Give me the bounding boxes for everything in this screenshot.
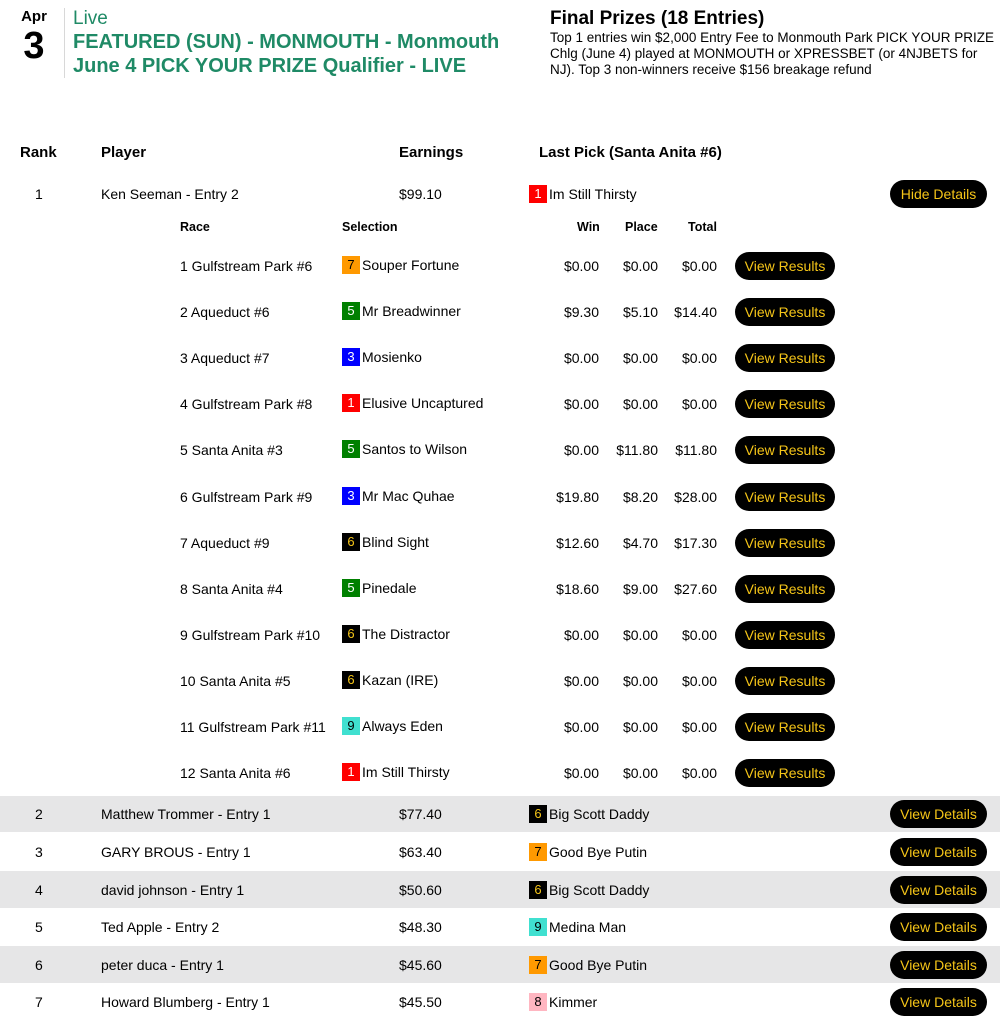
- place-amount: $0.00: [622, 350, 658, 366]
- leaderboard-row: [0, 833, 1000, 870]
- total-header: Total: [688, 220, 717, 234]
- leaderboard-row: [0, 796, 1000, 832]
- race-name: 1 Gulfstream Park #6: [180, 258, 313, 274]
- program-number-badge: 6: [342, 671, 360, 689]
- view-results-button[interactable]: View Results: [735, 621, 835, 649]
- player-header: Player: [101, 144, 147, 161]
- view-details-button[interactable]: View Details: [890, 876, 987, 904]
- total-amount: $0.00: [681, 673, 717, 689]
- horse-name: Good Bye Putin: [549, 957, 648, 973]
- place-amount: $4.70: [622, 535, 658, 551]
- horse-name: Blind Sight: [362, 534, 429, 550]
- race-name: 6 Gulfstream Park #9: [180, 489, 313, 505]
- race-name: 2 Aqueduct #6: [180, 304, 270, 320]
- rank-cell: 2: [35, 806, 43, 822]
- rank-cell: 6: [35, 957, 43, 973]
- last-pick: [529, 881, 649, 899]
- rank-header: Rank: [20, 144, 57, 161]
- player-name: Howard Blumberg - Entry 1: [101, 994, 270, 1010]
- race-name: 8 Santa Anita #4: [180, 581, 283, 597]
- rank-cell: 3: [35, 844, 43, 860]
- place-amount: $0.00: [622, 765, 658, 781]
- contest-date: [14, 8, 54, 66]
- selection: [342, 256, 459, 274]
- leaderboard-row: [0, 871, 1000, 908]
- prize-description: Top 1 entries win $2,000 Entry Fee to Monmouth Park PICK YOUR PRIZE Chlg (June 4) played at MONMOUTH or XPRESSBET (or 4NJBETS for NJ). Top 3 non-winners receive $156 breakage refund: [550, 30, 994, 77]
- horse-name: The Distractor: [362, 626, 450, 642]
- view-details-button[interactable]: View Details: [890, 988, 987, 1016]
- leaderboard-header: [0, 144, 1000, 164]
- selection: [342, 533, 429, 551]
- win-amount: $0.00: [563, 350, 599, 366]
- program-number-badge: 6: [529, 881, 547, 899]
- program-number-badge: 7: [529, 843, 547, 861]
- earnings-cell: $63.40: [399, 844, 442, 860]
- selection: [342, 671, 438, 689]
- view-results-button[interactable]: View Results: [735, 390, 835, 418]
- race-detail-row: [0, 529, 1000, 557]
- player-name: david johnson - Entry 1: [101, 882, 245, 898]
- program-number-badge: 1: [529, 185, 547, 203]
- view-results-button[interactable]: View Results: [735, 436, 835, 464]
- selection: [342, 302, 461, 320]
- race-header: Race: [180, 220, 210, 234]
- horse-name: Im Still Thirsty: [549, 186, 637, 202]
- race-detail-row: [0, 298, 1000, 326]
- win-amount: $0.00: [563, 673, 599, 689]
- win-amount: $0.00: [563, 765, 599, 781]
- hide-details-button[interactable]: Hide Details: [890, 180, 987, 208]
- race-name: 4 Gulfstream Park #8: [180, 396, 313, 412]
- program-number-badge: 5: [342, 302, 360, 320]
- horse-name: Good Bye Putin: [549, 844, 648, 860]
- selection: [342, 394, 483, 412]
- place-amount: $8.20: [622, 489, 658, 505]
- program-number-badge: 5: [342, 579, 360, 597]
- race-detail-row: [0, 483, 1000, 511]
- win-amount: $18.60: [556, 581, 599, 597]
- program-number-badge: 8: [529, 993, 547, 1011]
- total-amount: $14.40: [674, 304, 717, 320]
- race-name: 12 Santa Anita #6: [180, 765, 291, 781]
- race-detail-row: [0, 390, 1000, 418]
- program-number-badge: 6: [529, 805, 547, 823]
- view-details-button[interactable]: View Details: [890, 800, 987, 828]
- selection: [342, 763, 450, 781]
- total-amount: $0.00: [681, 719, 717, 735]
- win-amount: $12.60: [556, 535, 599, 551]
- total-amount: $0.00: [681, 627, 717, 643]
- horse-name: Kimmer: [549, 994, 598, 1010]
- race-name: 5 Santa Anita #3: [180, 442, 283, 458]
- horse-name: Santos to Wilson: [362, 441, 468, 457]
- race-detail-row: [0, 575, 1000, 603]
- program-number-badge: 1: [342, 763, 360, 781]
- horse-name: Im Still Thirsty: [362, 764, 450, 780]
- place-amount: $0.00: [622, 396, 658, 412]
- view-results-button[interactable]: View Results: [735, 344, 835, 372]
- program-number-badge: 7: [342, 256, 360, 274]
- view-results-button[interactable]: View Results: [735, 298, 835, 326]
- selection: [342, 440, 467, 458]
- win-header: Win: [577, 220, 600, 234]
- view-details-button[interactable]: View Details: [890, 951, 987, 979]
- win-amount: $19.80: [556, 489, 599, 505]
- view-results-button[interactable]: View Results: [735, 713, 835, 741]
- view-details-button[interactable]: View Details: [890, 838, 987, 866]
- last-pick: [529, 185, 637, 203]
- total-amount: $0.00: [681, 765, 717, 781]
- earnings-cell: $50.60: [399, 882, 442, 898]
- horse-name: Souper Fortune: [362, 257, 460, 273]
- race-detail-row: [0, 759, 1000, 787]
- contest-title-block: [64, 8, 524, 78]
- rank-cell: 7: [35, 994, 43, 1010]
- horse-name: Big Scott Daddy: [549, 882, 650, 898]
- race-name: 11 Gulfstream Park #11: [180, 719, 326, 735]
- horse-name: Pinedale: [362, 580, 417, 596]
- program-number-badge: 3: [342, 348, 360, 366]
- contest-header: [0, 0, 1000, 90]
- total-amount: $0.00: [681, 396, 717, 412]
- program-number-badge: 5: [342, 440, 360, 458]
- last-pick: [529, 918, 626, 936]
- total-amount: $27.60: [674, 581, 717, 597]
- contest-name: FEATURED (SUN) - MONMOUTH - Monmouth June 4 PICK YOUR PRIZE Qualifier - LIVE: [73, 31, 500, 77]
- program-number-badge: 6: [342, 533, 360, 551]
- race-detail-row: [0, 621, 1000, 649]
- earnings-cell: $45.50: [399, 994, 442, 1010]
- prize-block: [550, 8, 995, 78]
- horse-name: Big Scott Daddy: [549, 806, 650, 822]
- place-amount: $9.00: [622, 581, 658, 597]
- player-name: Ken Seeman - Entry 2: [101, 186, 239, 202]
- selection: [342, 625, 450, 643]
- rank-cell: 1: [35, 186, 43, 202]
- selection: [342, 348, 422, 366]
- place-amount: $11.80: [616, 442, 658, 458]
- race-name: 3 Aqueduct #7: [180, 350, 270, 366]
- race-name: 9 Gulfstream Park #10: [180, 627, 321, 643]
- total-amount: $17.30: [674, 535, 717, 551]
- leaderboard-row: [0, 908, 1000, 945]
- win-amount: $0.00: [563, 258, 599, 274]
- horse-name: Medina Man: [549, 919, 627, 935]
- horse-name: Mosienko: [362, 349, 422, 365]
- player-name: peter duca - Entry 1: [101, 957, 224, 973]
- race-name: 10 Santa Anita #5: [180, 673, 291, 689]
- program-number-badge: 9: [342, 717, 360, 735]
- selection-header: Selection: [342, 220, 398, 234]
- rank-cell: 5: [35, 919, 43, 935]
- selection: [342, 579, 417, 597]
- win-amount: $0.00: [563, 627, 599, 643]
- last-pick: [529, 956, 647, 974]
- selection: [342, 487, 455, 505]
- horse-name: Kazan (IRE): [362, 672, 439, 688]
- leaderboard-row: [0, 176, 1000, 212]
- date-day: 3: [23, 25, 45, 67]
- total-amount: $0.00: [681, 258, 717, 274]
- earnings-cell: $99.10: [399, 186, 442, 202]
- race-detail-row: [0, 436, 1000, 464]
- view-results-button[interactable]: View Results: [735, 759, 835, 787]
- race-detail-row: [0, 713, 1000, 741]
- win-amount: $0.00: [563, 442, 599, 458]
- total-amount: $11.80: [675, 442, 717, 458]
- place-amount: $5.10: [622, 304, 658, 320]
- view-results-button[interactable]: View Results: [735, 667, 835, 695]
- last-pick: [529, 993, 597, 1011]
- view-results-button[interactable]: View Results: [735, 252, 835, 280]
- total-amount: $28.00: [674, 489, 717, 505]
- leaderboard-row: [0, 946, 1000, 983]
- win-amount: $0.00: [563, 719, 599, 735]
- win-amount: $9.30: [563, 304, 599, 320]
- rank-cell: 4: [35, 882, 43, 898]
- selection: [342, 717, 443, 735]
- last-pick: [529, 843, 647, 861]
- race-detail-row: [0, 344, 1000, 372]
- prize-title: Final Prizes (18 Entries): [550, 8, 765, 29]
- total-amount: $0.00: [681, 350, 717, 366]
- program-number-badge: 7: [529, 956, 547, 974]
- earnings-header: Earnings: [399, 144, 464, 161]
- earnings-cell: $77.40: [399, 806, 442, 822]
- program-number-badge: 6: [342, 625, 360, 643]
- race-detail-row: [0, 667, 1000, 695]
- view-details-button[interactable]: View Details: [890, 913, 987, 941]
- contest-status: Live: [73, 8, 108, 29]
- place-amount: $0.00: [622, 719, 658, 735]
- place-header: Place: [625, 220, 658, 234]
- player-name: Matthew Trommer - Entry 1: [101, 806, 271, 822]
- earnings-cell: $48.30: [399, 919, 442, 935]
- player-name: GARY BROUS - Entry 1: [101, 844, 251, 860]
- earnings-cell: $45.60: [399, 957, 442, 973]
- view-results-button[interactable]: View Results: [735, 575, 835, 603]
- date-month: Apr: [21, 8, 47, 25]
- program-number-badge: 3: [342, 487, 360, 505]
- place-amount: $0.00: [622, 673, 658, 689]
- program-number-badge: 1: [342, 394, 360, 412]
- win-amount: $0.00: [563, 396, 599, 412]
- race-name: 7 Aqueduct #9: [180, 535, 270, 551]
- last-pick-header: Last Pick (Santa Anita #6): [539, 144, 722, 161]
- leaderboard-row: [0, 983, 1000, 1020]
- view-results-button[interactable]: View Results: [735, 529, 835, 557]
- horse-name: Elusive Uncaptured: [362, 395, 484, 411]
- horse-name: Always Eden: [362, 718, 443, 734]
- last-pick: [529, 805, 649, 823]
- view-results-button[interactable]: View Results: [735, 483, 835, 511]
- place-amount: $0.00: [622, 627, 658, 643]
- program-number-badge: 9: [529, 918, 547, 936]
- place-amount: $0.00: [622, 258, 658, 274]
- horse-name: Mr Mac Quhae: [362, 488, 455, 504]
- race-detail-row: [0, 252, 1000, 280]
- player-name: Ted Apple - Entry 2: [101, 919, 220, 935]
- horse-name: Mr Breadwinner: [362, 303, 461, 319]
